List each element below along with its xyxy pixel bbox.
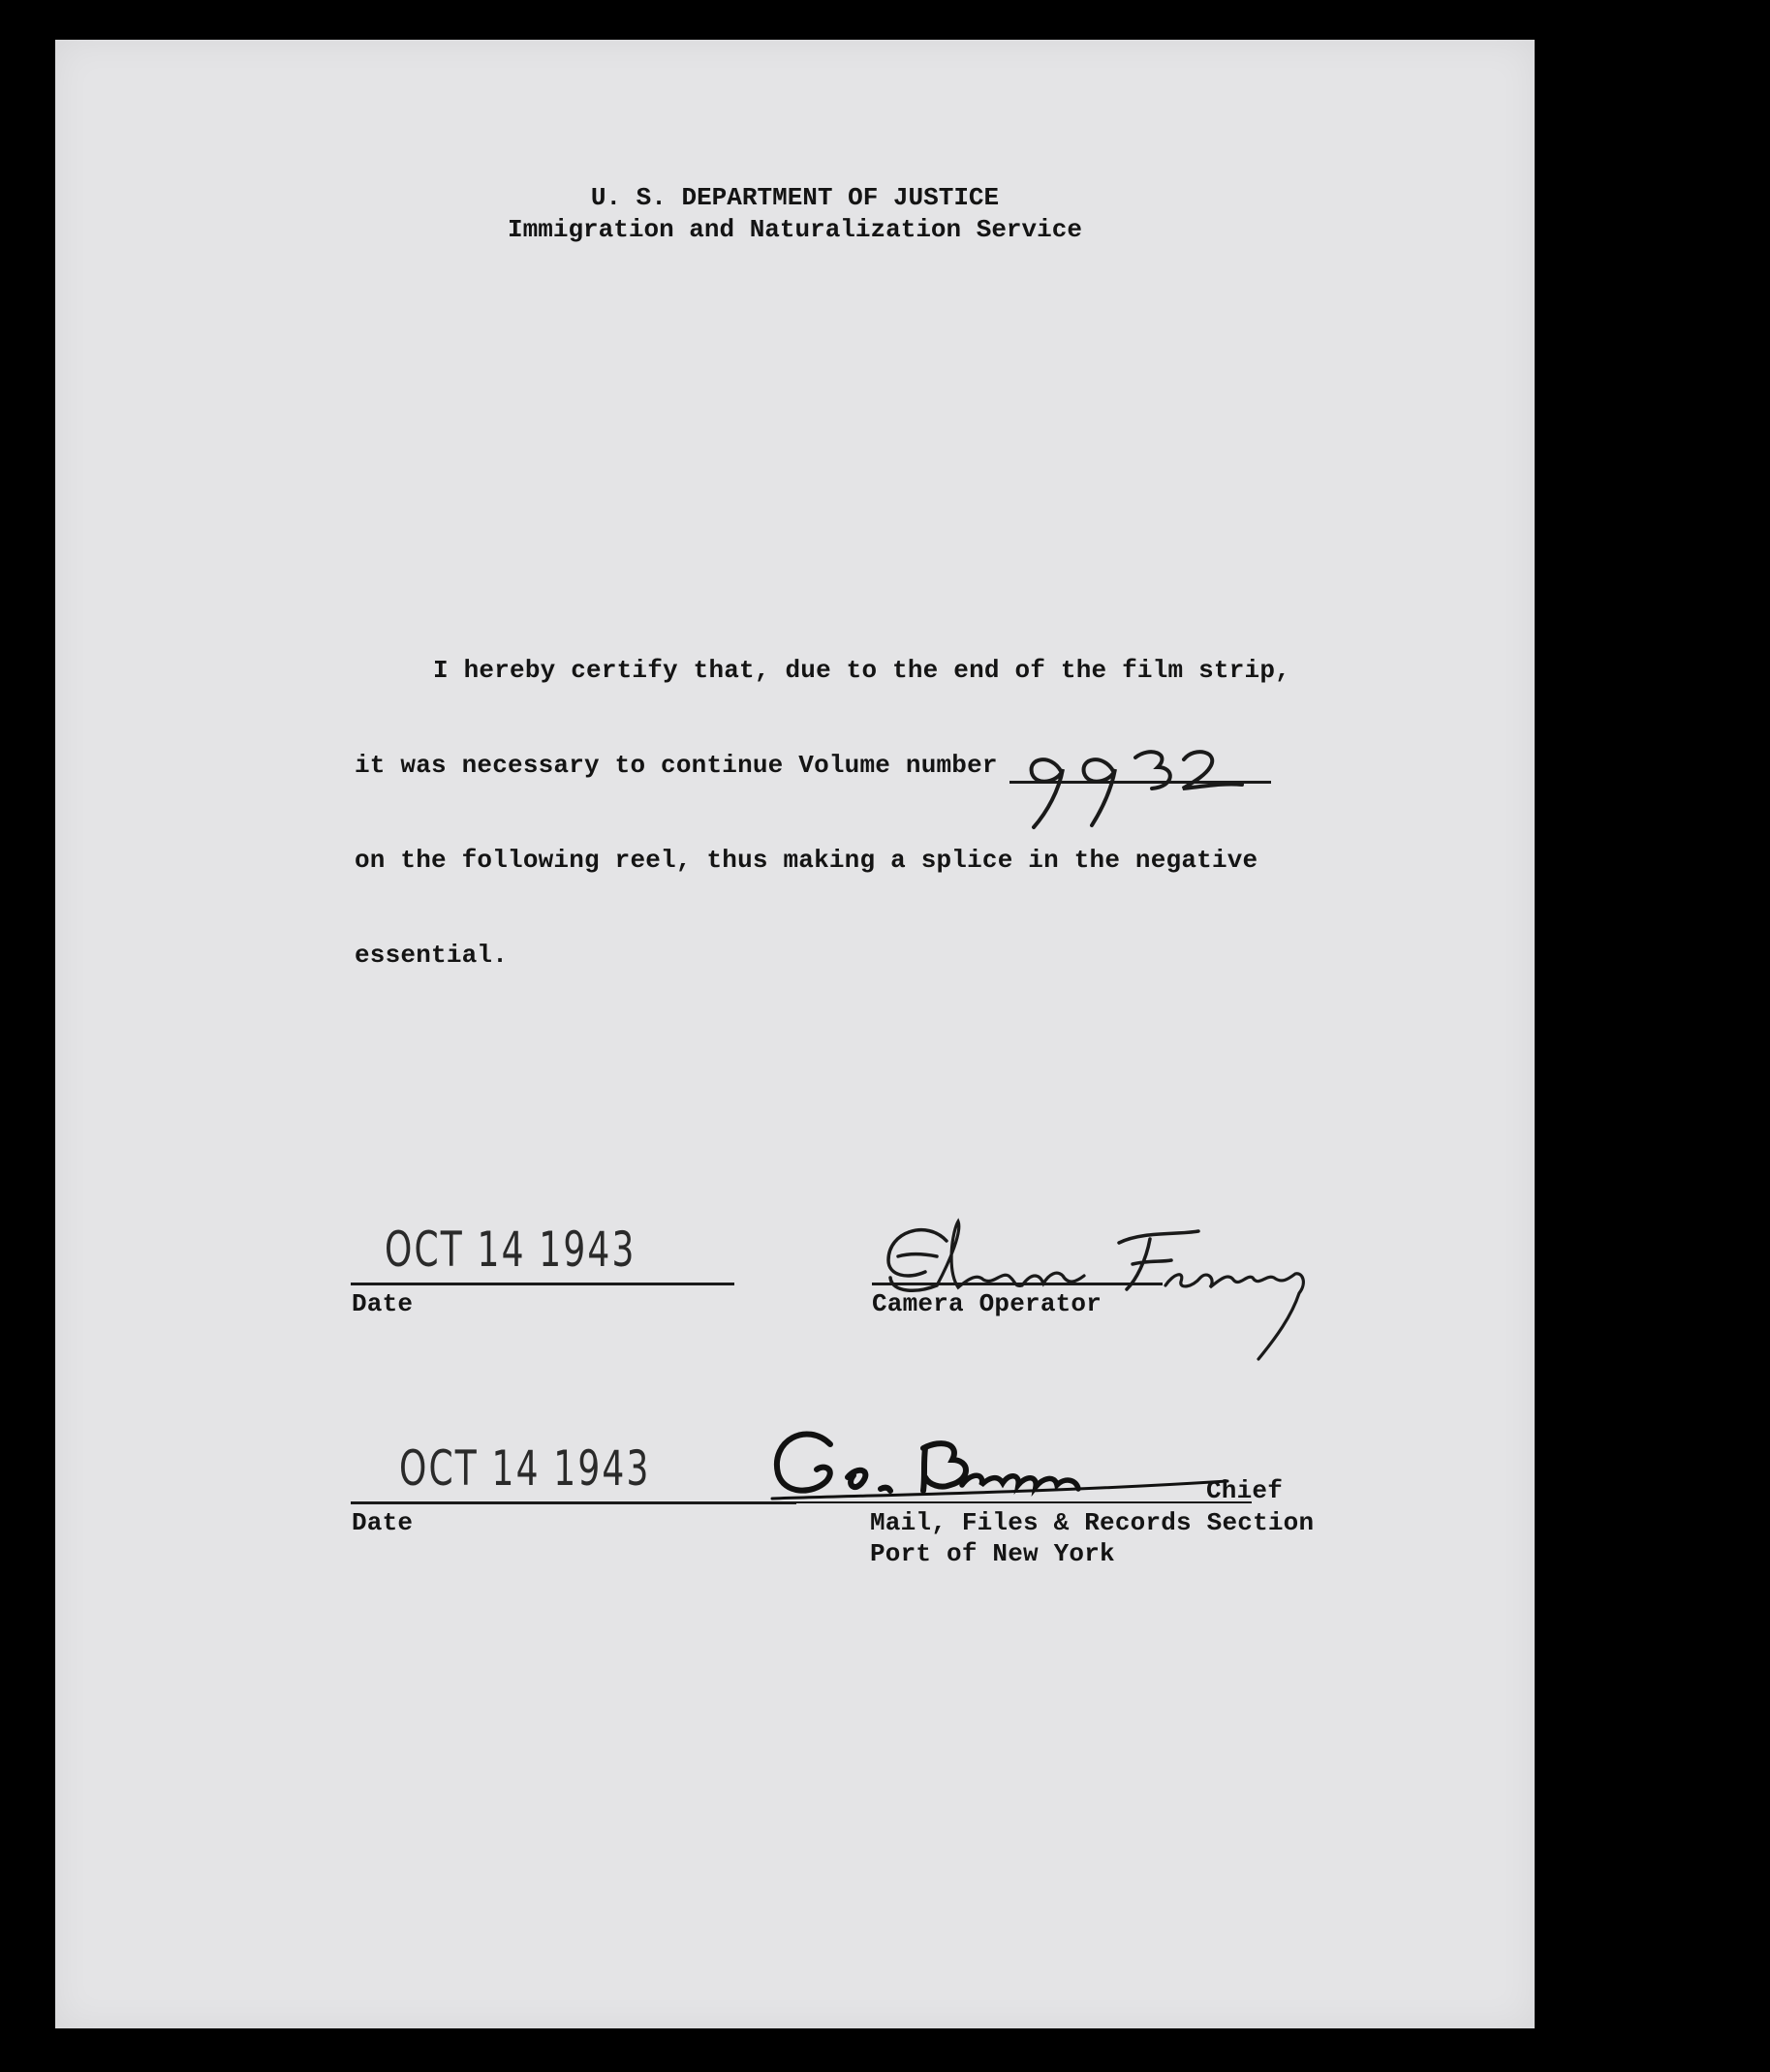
signature-line-2: [796, 1501, 1252, 1503]
port-title: Port of New York: [870, 1539, 1115, 1568]
certification-line-4: essential.: [355, 941, 509, 970]
date-stamp-1: OCT 14 1943: [385, 1222, 637, 1278]
signature-line-1: [872, 1283, 1163, 1285]
date-label-2: Date: [352, 1508, 414, 1537]
camera-operator-label: Camera Operator: [872, 1289, 1102, 1318]
date-label-1: Date: [352, 1289, 414, 1318]
certification-line-1: I hereby certify that, due to the end of the film strip,: [433, 656, 1290, 685]
document-page: [55, 40, 1535, 2028]
date-line-1: [351, 1283, 734, 1285]
volume-number-handwriting: [1005, 732, 1334, 839]
certification-line-2: it was necessary to continue Volume number: [355, 751, 998, 780]
department-heading: U. S. DEPARTMENT OF JUSTICE: [590, 183, 1000, 212]
service-heading: Immigration and Naturalization Service: [508, 215, 1082, 244]
chief-title: Chief: [1206, 1476, 1284, 1505]
certification-line-3: on the following reel, thus making a splice in the negative: [355, 846, 1258, 875]
date-stamp-2: OCT 14 1943: [399, 1440, 651, 1497]
date-line-2: [351, 1501, 796, 1504]
section-title: Mail, Files & Records Section: [870, 1508, 1315, 1537]
volume-number-underline: [1009, 781, 1271, 784]
